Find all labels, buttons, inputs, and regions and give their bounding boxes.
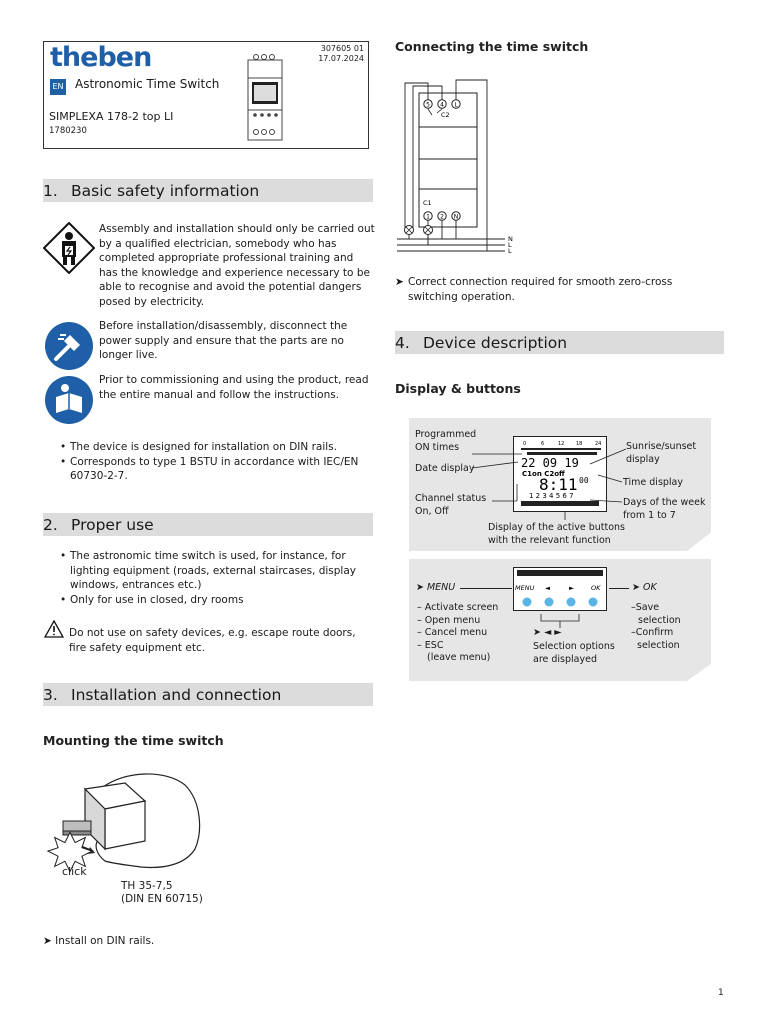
section-number: 4. [395, 334, 410, 352]
nav-arrows: ➤ ◄ ► [533, 627, 562, 638]
terminal-l: L [454, 101, 458, 109]
menu-functions [417, 602, 507, 665]
terminal-4: 4 [440, 101, 444, 109]
programmed-times-label: Programmed ON times [415, 429, 477, 453]
safety-bullet-list [60, 440, 370, 484]
install-note [43, 934, 154, 949]
arrow-right-icon: ➤ [43, 935, 56, 947]
install-note-text: Install on DIN rails. [55, 935, 155, 947]
click-label: click [62, 865, 87, 878]
nav-bracket [540, 614, 580, 628]
section-title: Basic safety information [71, 182, 260, 200]
section-2-header [43, 513, 373, 536]
mounting-heading: Mounting the time switch [43, 733, 224, 748]
rail-spec-2: (DIN EN 60715) [121, 893, 203, 905]
terminal-1: 1 [426, 213, 430, 221]
ok-arrow-label [632, 582, 657, 595]
read-manual-icon [44, 375, 94, 425]
scale-18: 18 [576, 441, 583, 447]
menu-label: MENU [426, 582, 456, 593]
arrow-right-icon: ➤ [632, 582, 643, 593]
safety-paragraph-2: Before installation/disassembly, disconnect the power supply and ensure that the parts are no longer live. [99, 320, 348, 361]
device-thumbnail [246, 52, 286, 142]
theben-logo: theben [50, 42, 152, 73]
right-button[interactable] [567, 598, 576, 607]
section-number: 3. [43, 686, 58, 704]
connecting-heading: Connecting the time switch [395, 39, 589, 54]
wiring-diagram [395, 75, 525, 265]
ok-label: OK [642, 582, 657, 593]
c2-label: C2 [441, 111, 450, 119]
terminal-n: N [453, 213, 459, 221]
strip-right-arrow: ► [569, 584, 574, 592]
section-number: 2. [43, 516, 58, 534]
menu-leader-line [460, 588, 512, 589]
left-button[interactable] [545, 598, 554, 607]
ok-function-item: selection [637, 639, 680, 651]
arrow-right-icon: ➤ [395, 276, 404, 288]
disconnect-power-icon [44, 321, 94, 371]
line-l2-label: L [508, 247, 512, 255]
warning-triangle-icon [44, 620, 64, 638]
ok-button[interactable] [589, 598, 598, 607]
scale-6: 6 [541, 441, 545, 447]
menu-function-item: – ESC [417, 639, 444, 651]
arrow-right-icon: ➤ [416, 582, 427, 593]
list-item: • The device is designed for installation on DIN rails. [60, 440, 370, 455]
scale-12: 12 [558, 441, 565, 447]
section-1-header [43, 179, 373, 202]
time-display-label: Time display [623, 477, 684, 488]
section-number: 1. [43, 182, 58, 200]
article-number: 1780230 [49, 126, 87, 136]
proper-use-bullet-list [60, 549, 370, 607]
proper-use-warning: Do not use on safety devices, e.g. escape route doors, fire safety equipment etc. [69, 627, 356, 654]
lcd-days: 1 2 3 4 5 6 7 [529, 492, 574, 500]
strip-ok-label: OK [591, 584, 601, 592]
list-item: • The astronomic time switch is used, for instance, for lighting equipment (roads, external staircases, display windows, entrances etc.) [60, 549, 370, 593]
lcd-time: 8:11 [539, 475, 578, 494]
scale-24: 24 [595, 441, 602, 447]
connection-note-text: Correct connection required for smooth zero-cross switching operation. [408, 276, 673, 303]
menu-function-item: (leave menu) [427, 652, 491, 663]
doc-date: 17.07.2024 [318, 54, 364, 63]
ok-function-item: –Confirm [631, 627, 674, 638]
strip-left-arrow: ◄ [545, 584, 550, 592]
connection-note [395, 275, 715, 304]
ok-function-item: selection [638, 614, 681, 626]
scale-0: 0 [523, 441, 527, 447]
section-title: Installation and connection [71, 686, 282, 704]
days-of-week-label: Days of the week from 1 to 7 [623, 497, 706, 521]
model-name: SIMPLEXA 178-2 top LI [49, 110, 174, 123]
menu-button[interactable] [523, 598, 532, 607]
list-item: • Only for use in closed, dry rooms [60, 593, 370, 608]
menu-function-item: – Activate screen [417, 602, 499, 613]
product-type: Astronomic Time Switch [75, 77, 220, 91]
display-buttons-heading: Display & buttons [395, 381, 521, 396]
section-4-header [395, 331, 724, 354]
sunrise-sunset-label: Sunrise/sunset display [626, 441, 697, 465]
date-display-label: Date display [415, 463, 475, 474]
ok-leader-line [609, 588, 629, 589]
menu-function-item: – Cancel menu [417, 627, 488, 638]
active-buttons-label: Display of the active buttons with the relevant function [488, 522, 626, 546]
rail-spec-1: TH 35-7,5 [121, 880, 173, 892]
language-badge: EN [50, 79, 66, 95]
lcd-channels: C1on C2off [522, 470, 565, 478]
section-title: Proper use [71, 516, 154, 534]
menu-function-item: – Open menu [417, 614, 481, 626]
ok-function-item: –Save [631, 602, 660, 613]
nav-description: Selection options are displayed [533, 641, 615, 665]
strip-menu-label: MENU [515, 584, 535, 592]
lcd-seconds: 00 [579, 476, 589, 485]
list-item: • Corresponds to type 1 BSTU in accordance with IEC/EN 60730-2-7. [60, 455, 370, 484]
header-box [43, 41, 369, 149]
channel-status-label: Channel status On, Off [415, 493, 487, 517]
safety-paragraph-1: Assembly and installation should only be carried out by a qualified electrician, somebody who has completed appropriate professional training and has the knowledge and experience necessary to be able to recognise and avoid the potential dangers posed by electricity. [99, 223, 375, 308]
terminal-2: 2 [440, 213, 444, 221]
menu-arrow-label [416, 582, 455, 595]
safety-paragraph-3: Prior to commissioning and using the product, read the entire manual and follow the instructions. [99, 374, 369, 401]
button-strip [513, 567, 607, 611]
lcd-date: 22 09 19 [521, 456, 579, 470]
electrician-warning-icon [43, 222, 95, 274]
doc-number: 307605 01 [320, 44, 364, 53]
section-3-header [43, 683, 373, 706]
line-n-label: N [508, 235, 513, 243]
ok-functions [631, 602, 701, 652]
section-title: Device description [423, 334, 568, 352]
line-l1-label: L [508, 241, 512, 249]
c1-label: C1 [423, 199, 432, 207]
page-number: 1 [718, 988, 724, 998]
terminal-5: 5 [426, 101, 430, 109]
